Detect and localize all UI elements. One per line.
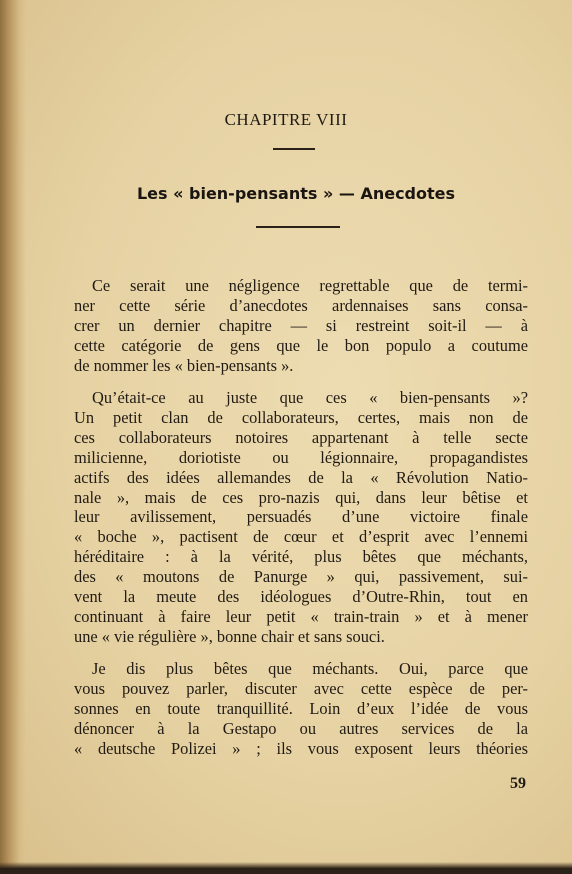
text-line: Ce serait une négligence regrettable que de termi- (92, 276, 528, 295)
text-line: ces collaborateurs notoires appartenant à telle secte (74, 427, 528, 447)
text-line: héréditaire : à la vérité, plus bêtes que méchants, (74, 547, 528, 567)
text-line: Un petit clan de collaborateurs, certes, mais non de (74, 407, 528, 427)
section-heading: Les « bien-pensants » — Anecdotes (136, 184, 456, 203)
text-line: sonnes en toute tranquillité. Loin d’eux l’idée de vous (74, 699, 528, 719)
text-line: ner cette série d’anecdotes ardennaises sans consa- (74, 295, 528, 315)
text-line: des « moutons de Panurge » qui, passivement, sui- (74, 567, 528, 587)
text-line: vent la meute des idéologues d’Outre-Rhin, tout en (74, 587, 528, 607)
text-line: vous pouvez parler, discuter avec cette espèce de per- (74, 679, 528, 699)
text-line: « deutsche Polizei » ; ils vous exposent leurs théories (74, 738, 528, 758)
text-line: crer un dernier chapitre — si restreint soit-il — à (74, 315, 528, 335)
text-line: actifs des idées allemandes de la « Révolution Natio- (74, 467, 528, 487)
text-line: Je dis plus bêtes que méchants. Oui, parce que (92, 659, 528, 679)
chapter-rule (273, 148, 315, 150)
text-line: une « vie régulière », bonne chair et sans souci. (74, 626, 385, 646)
paragraph (74, 659, 528, 759)
text-line: de nommer les « bien-pensants ». (74, 355, 294, 375)
text-line: cette catégorie de gens que le bon populo a coutume (74, 335, 528, 355)
paragraph (74, 388, 528, 647)
text-line: leur avilissement, persuadés d’une victoire finale (74, 507, 528, 527)
text-line: dénoncer à la Gestapo ou autres services de la (74, 719, 528, 739)
page-number: 59 (510, 775, 526, 792)
text-line: continuant à faire leur petit « train-train » et à mener (74, 607, 528, 626)
page-gutter (0, 0, 26, 868)
text-line: nale », mais de ces pro-nazis qui, dans leur bêtise et (74, 487, 528, 507)
chapter-title: CHAPITRE VIII (224, 110, 348, 129)
heading-rule (256, 226, 340, 228)
body-text (74, 276, 528, 771)
page-bottom-edge (0, 862, 572, 868)
text-line: milicienne, doriotiste ou légionnaire, propagandistes (74, 447, 528, 467)
text-line: « boche », pactisent de cœur et d’esprit avec l’ennemi (74, 527, 528, 547)
text-line: Qu’était-ce au juste que ces « bien-pensants »? (92, 388, 528, 408)
paragraph (74, 276, 528, 376)
